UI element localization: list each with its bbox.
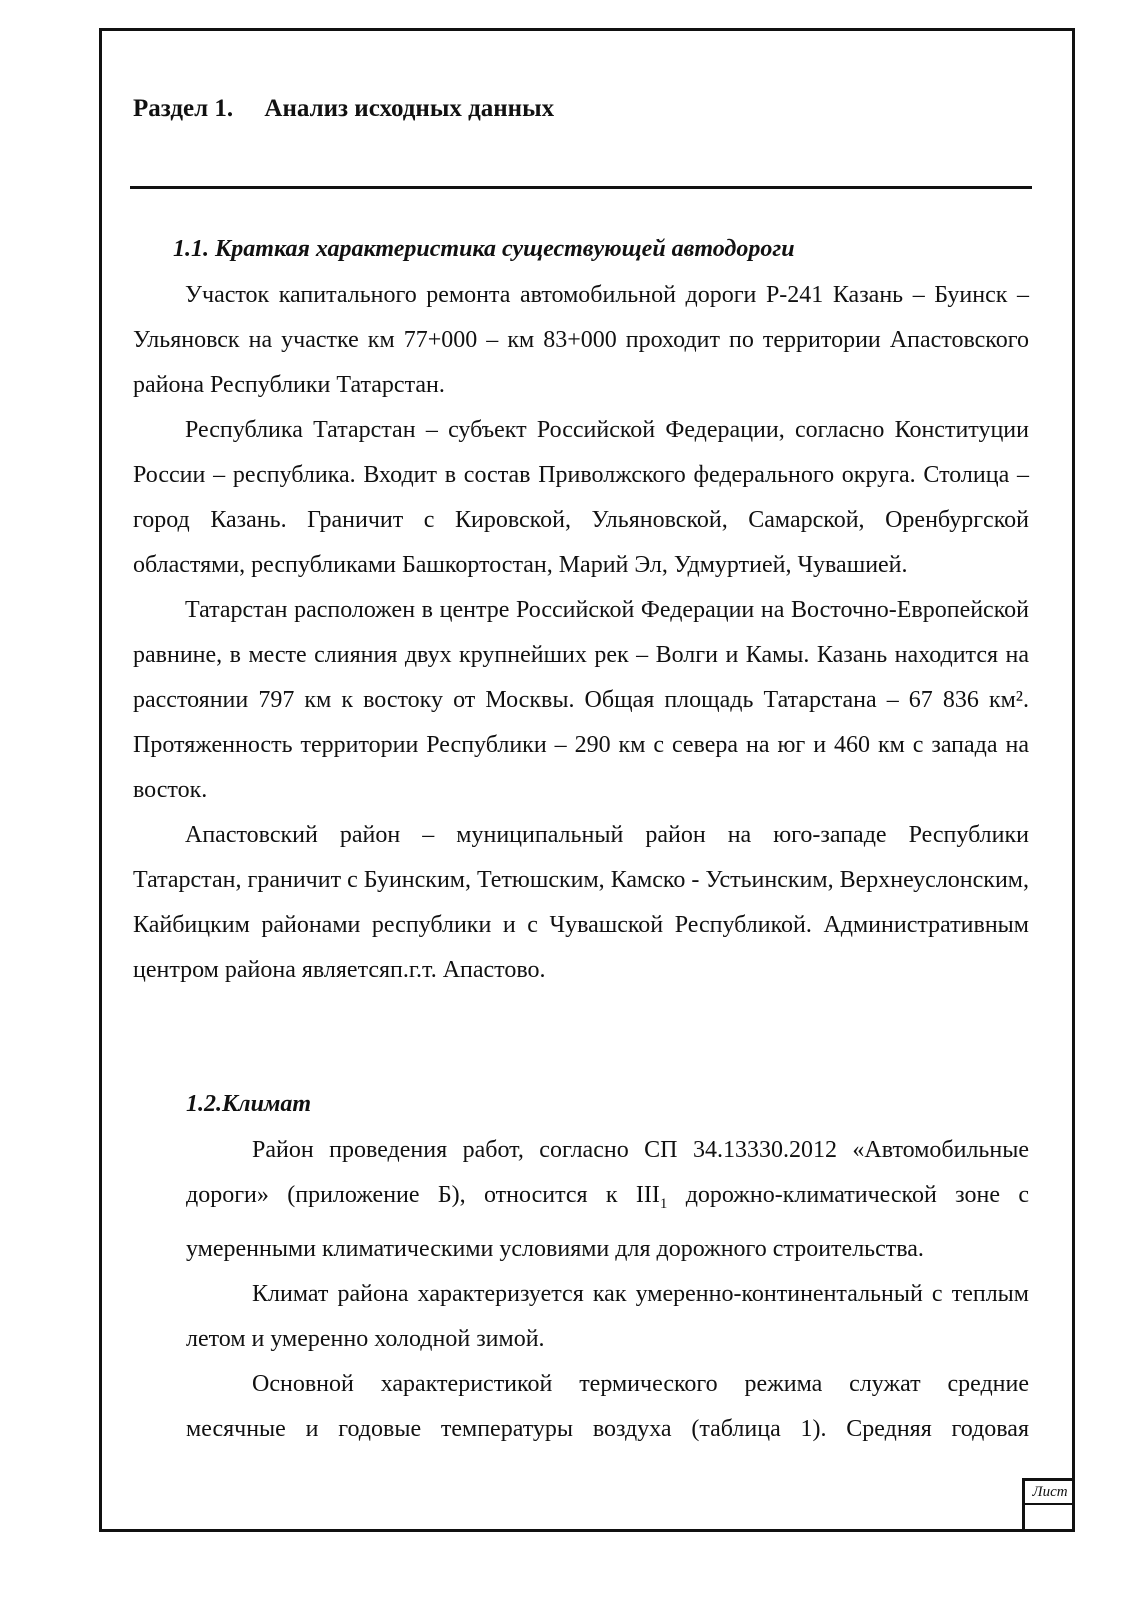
paragraph-text: дорожно-климатической зоне с умеренными климатическими условиями для дорожного строительства.	[186, 1182, 1029, 1262]
title-divider	[130, 186, 1032, 189]
subsection-body-1	[133, 273, 1029, 993]
paragraph: Участок капитального ремонта автомобильной дороги Р-241 Казань – Буинск – Ульяновск на участке км 77+000 – км 83+000 проходит по территории Апастовского района Республики Татарстан.	[133, 282, 1029, 398]
paragraph-text: Район проведения работ, согласно СП 34.13330.2012 «Автомобильные дороги» (приложение Б), относится к III	[186, 1137, 1029, 1208]
subsection-heading-1: 1.1. Краткая характеристика существующей автодороги	[173, 236, 795, 262]
paragraph: Татарстан расположен в центре Российской Федерации на Восточно-Европейской равнине, в месте слияния двух крупнейших рек – Волги и Камы. Казань находится на расстоянии 797 км к востоку от Москвы. Общая площадь Татарстана – 67 836 км². Протяженность территории Республики – 290 км с севера на юг и 460 км с запада на восток.	[133, 597, 1029, 803]
sheet-label: Лист	[1025, 1481, 1075, 1505]
subsection-body-2	[186, 1128, 1029, 1452]
paragraph: Апастовский район – муниципальный район на юго-западе Республики Татарстан, граничит с Буинским, Тетюшским, Камско - Устьинским, Верхнеуслонским, Кайбицким районами республики и с Чувашской Республикой. Административным центром района являетсяп.г.т. Апастово.	[133, 822, 1029, 983]
paragraph: Климат района характеризуется как умеренно-континентальный с теплым летом и умеренно холодной зимой.	[186, 1280, 1029, 1352]
paragraph: Основной характеристикой термического режима служат средние месячные и годовые температуры воздуха (таблица 1). Средняя годовая	[186, 1370, 1029, 1442]
paragraph	[186, 1128, 1029, 1272]
sheet-stamp	[1022, 1478, 1075, 1532]
section-title: Раздел 1. Анализ исходных данных	[133, 95, 555, 122]
subsection-heading-2: 1.2.Климат	[186, 1091, 312, 1117]
zone-subscript: 1	[659, 1195, 668, 1212]
paragraph: Республика Татарстан – субъект Российской Федерации, согласно Конституции России – республика. Входит в состав Приволжского федерального округа. Столица – город Казань. Граничит с Кировской, Ульяновской, Самарской, Оренбургской областями, республиками Башкортостан, Марий Эл, Удмуртией, Чувашией.	[133, 417, 1029, 578]
